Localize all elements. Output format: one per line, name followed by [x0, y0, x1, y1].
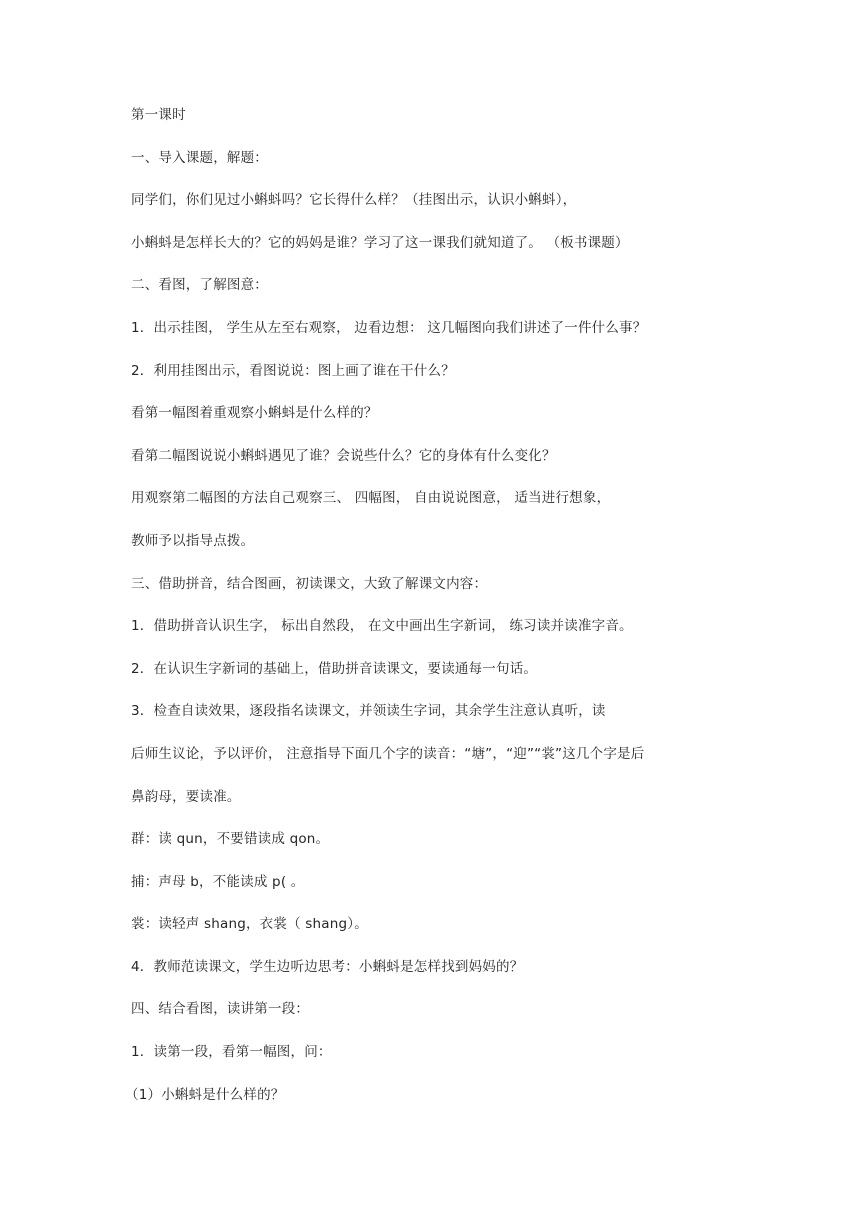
paragraph-line: 看第一幅图着重观察小蝌蚪是什么样的？ [131, 405, 378, 422]
pronunciation-note: 裳：读轻声 shang，衣裳（ shang）。 [131, 916, 368, 933]
list-item: 2．在认识生字新词的基础上，借助拼音读课文，要读通每一句话。 [131, 660, 538, 677]
section-heading-1: 一、导入课题，解题： [131, 149, 268, 166]
section-heading-2: 二、看图，了解图意： [131, 277, 268, 294]
document-body [125, 105, 731, 1127]
section-heading-3: 三、借助拼音，结合图画，初读课文，大致了解课文内容： [131, 575, 488, 592]
pronunciation-note: 群：读 qun，不要错读成 qon。 [131, 831, 330, 848]
lesson-heading: 第一课时 [131, 107, 186, 123]
sub-list-item: （1）小蝌蚪是什么样的？ [125, 1086, 285, 1103]
paragraph-line: 教师予以指导点拨。 [131, 532, 255, 549]
paragraph-line: 看第二幅图说说小蝌蚪遇见了谁？会说些什么？它的身体有什么变化？ [131, 447, 556, 464]
list-item: 1．借助拼音认识生字， 标出自然段， 在文中画出生字新词， 练习读并读准字音。 [131, 618, 633, 635]
paragraph-line: 小蝌蚪是怎样长大的？它的妈妈是谁？学习了这一课我们就知道了。 （板书课题） [131, 234, 629, 251]
list-item: 3．检查自读效果，逐段指名读课文，并领读生字词，其余学生注意认真听，读 [131, 703, 606, 720]
paragraph-line: 用观察第二幅图的方法自己观察三、 四幅图， 自由说说图意， 适当进行想象， [131, 490, 611, 507]
paragraph-line: 后师生议论，予以评价， 注意指导下面几个字的读音：“塘”，“迎”“裳”这几个字是后 [131, 745, 645, 762]
paragraph-line: 同学们，你们见过小蝌蚪吗？它长得什么样？（挂图出示，认识小蝌蚪）， [131, 192, 577, 209]
list-item: 1．出示挂图， 学生从左至右观察， 边看边想： 这几幅图向我们讲述了一件什么事？ [131, 319, 647, 336]
pronunciation-note: 捕：声母 b，不能读成 p( 。 [131, 873, 305, 890]
list-item: 1．读第一段，看第一幅图，问： [131, 1044, 332, 1061]
list-item: 4．教师范读课文，学生边听边思考：小蝌蚪是怎样找到妈妈的？ [131, 958, 524, 975]
list-item: 2．利用挂图出示，看图说说：图上画了谁在干什么？ [131, 362, 455, 379]
section-heading-4: 四、结合看图，读讲第一段： [131, 1001, 310, 1018]
paragraph-line: 鼻韵母，要读准。 [131, 788, 241, 805]
